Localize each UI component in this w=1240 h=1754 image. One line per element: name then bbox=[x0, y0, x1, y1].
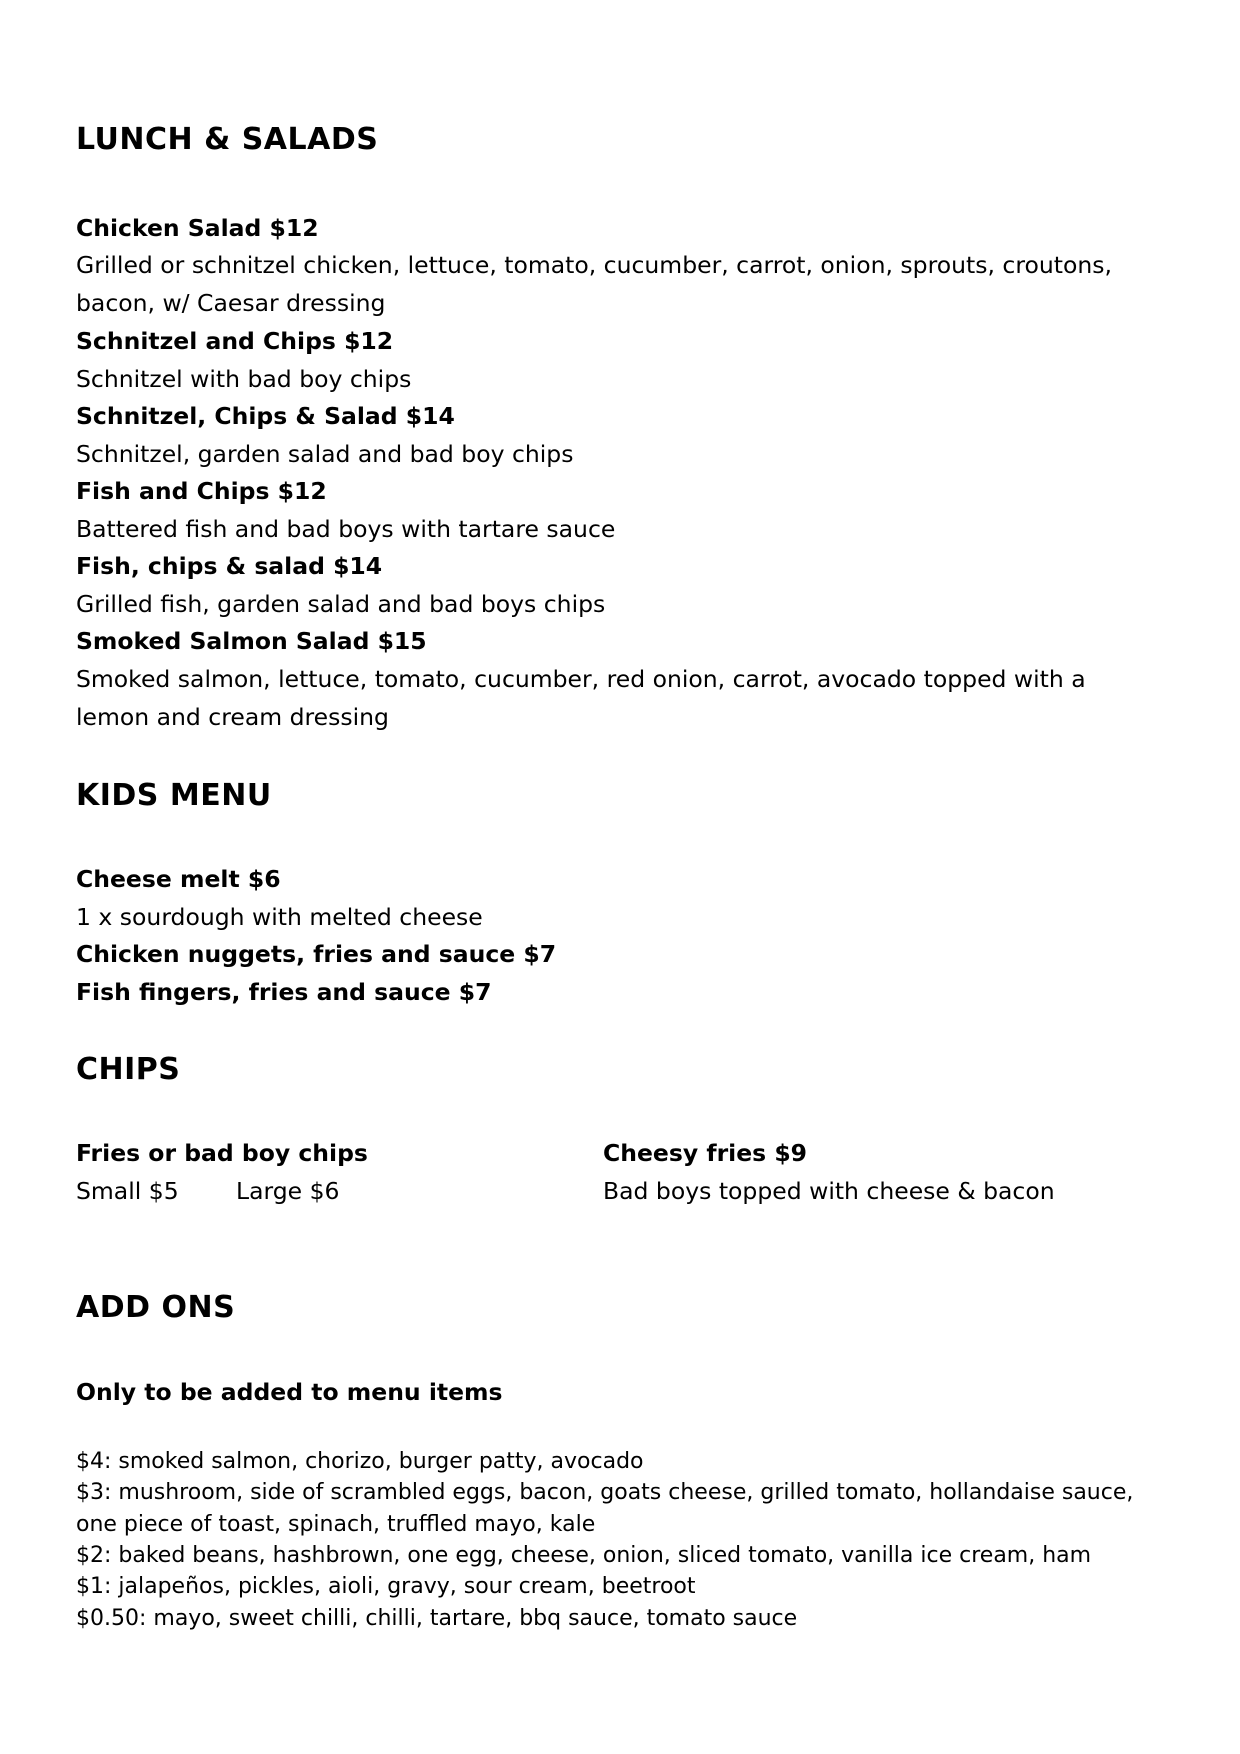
menu-item-name: Schnitzel and Chips $12 bbox=[76, 327, 394, 355]
menu-item-name: Chicken Salad $12 bbox=[76, 214, 319, 242]
menu-item-name: Fish, chips & salad $14 bbox=[76, 552, 383, 580]
chips-fries-small: Small $5 bbox=[76, 1177, 179, 1205]
chips-fries-name: Fries or bad boy chips bbox=[76, 1139, 368, 1167]
section-heading-chips: CHIPS bbox=[76, 1052, 181, 1087]
menu-item-name: Schnitzel, Chips & Salad $14 bbox=[76, 402, 455, 430]
addons-line: $4: smoked salmon, chorizo, burger patty, avocado bbox=[76, 1449, 644, 1474]
chips-fries-large: Large $6 bbox=[236, 1177, 340, 1205]
section-heading-lunch: LUNCH & SALADS bbox=[76, 122, 379, 157]
chips-cheesy-name: Cheesy fries $9 bbox=[603, 1139, 808, 1167]
addons-line: $1: jalapeños, pickles, aioli, gravy, sour cream, beetroot bbox=[76, 1574, 696, 1599]
menu-item-desc: Schnitzel with bad boy chips bbox=[76, 365, 412, 393]
addons-line: $2: baked beans, hashbrown, one egg, cheese, onion, sliced tomato, vanilla ice cream, ham bbox=[76, 1543, 1092, 1568]
menu-item-name: Cheese melt $6 bbox=[76, 865, 281, 893]
menu-item-desc: Battered fish and bad boys with tartare sauce bbox=[76, 515, 616, 543]
menu-item-name: Fish and Chips $12 bbox=[76, 477, 327, 505]
chips-cheesy-desc: Bad boys topped with cheese & bacon bbox=[603, 1177, 1055, 1205]
menu-item-name: Fish fingers, fries and sauce $7 bbox=[76, 978, 492, 1006]
addons-line: $0.50: mayo, sweet chilli, chilli, tartare, bbq sauce, tomato sauce bbox=[76, 1606, 798, 1631]
menu-item-desc: Grilled fish, garden salad and bad boys chips bbox=[76, 590, 606, 618]
menu-item-desc: Grilled or schnitzel chicken, lettuce, tomato, cucumber, carrot, onion, sprouts, croutons, bacon, w/ Caesar dressing bbox=[76, 251, 1112, 317]
menu-item-name: Smoked Salmon Salad $15 bbox=[76, 627, 427, 655]
section-heading-kids: KIDS MENU bbox=[76, 778, 272, 813]
menu-item-desc: Smoked salmon, lettuce, tomato, cucumber, red onion, carrot, avocado topped with a lemon and cream dressing bbox=[76, 665, 1086, 731]
menu-item-desc: 1 x sourdough with melted cheese bbox=[76, 903, 483, 931]
section-heading-addons: ADD ONS bbox=[76, 1290, 236, 1325]
menu-item-desc: Schnitzel, garden salad and bad boy chips bbox=[76, 440, 574, 468]
addons-subheading: Only to be added to menu items bbox=[76, 1378, 503, 1406]
menu-item-name: Chicken nuggets, fries and sauce $7 bbox=[76, 940, 557, 968]
addons-line: $3: mushroom, side of scrambled eggs, bacon, goats cheese, grilled tomato, hollandaise sauce, one piece of toast, spinach, truffled mayo, kale bbox=[76, 1480, 1134, 1537]
